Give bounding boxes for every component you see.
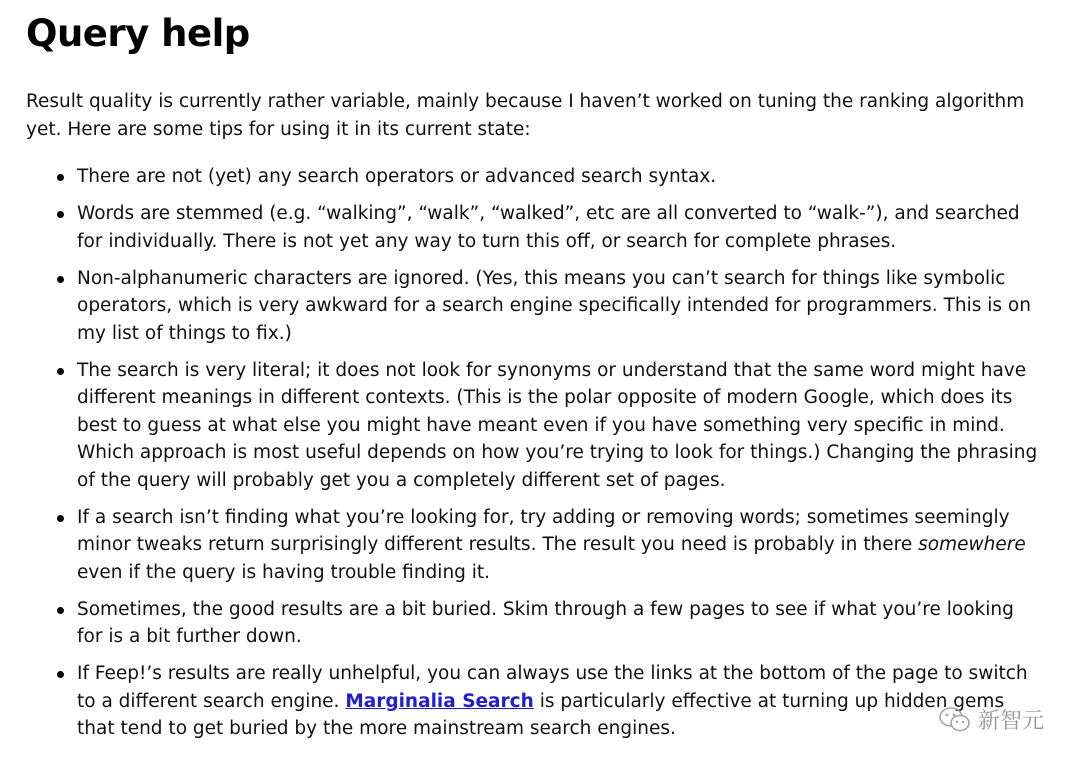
page-title: Query help (26, 12, 250, 55)
marginalia-search-link[interactable]: Marginalia Search (345, 690, 534, 712)
list-item (77, 163, 1042, 191)
bullet-icon (57, 174, 64, 181)
list-item (77, 265, 1042, 348)
watermark-text: 新智元 (977, 709, 1044, 734)
tip-text: The search is very literal; it does not look for synonyms or understand that the same word might have different meanings in different contexts. (This is the polar opposite of modern Google, which does its best to guess at what else you might have meant even if you have something very specific in mind. Which approach is most useful depends on how you’re trying to look for things.) Changing the phrasing of the query will probably get you a completely different set of pages. (77, 359, 1038, 491)
tip-emphasis: somewhere (918, 534, 1026, 555)
tip-text-after: is particularly effective at turning up hidden gems that tend to get buried by the more mainstream search engines. (77, 690, 1005, 739)
tip-text: Words are stemmed (e.g. “walking”, “walk”, “walked”, etc are all converted to “walk-”), and searched for individually. There is not yet any way to turn this off, or search for complete phrases. (77, 203, 1020, 252)
bullet-icon (57, 607, 64, 614)
tip-text: Sometimes, the good results are a bit buried. Skim through a few pages to see if what you’re looking for is a bit further down. (77, 598, 1014, 647)
tip-text: There are not (yet) any search operators or advanced search syntax. (77, 166, 717, 187)
bullet-icon (57, 515, 64, 522)
bullet-icon (57, 211, 64, 218)
tips-list (26, 163, 1046, 743)
watermark (938, 704, 1044, 735)
bullet-icon (57, 368, 64, 375)
tip-text-before: If Feep!’s results are really unhelpful, you can always use the links at the bottom of the page to switch to a different search engine. (77, 663, 1028, 712)
tip-text: Non-alphanumeric characters are ignored. (Yes, this means you can’t search for things like symbolic operators, which is very awkward for a search engine specifically intended for programmers. This is on my list of things to fix.) (77, 267, 1031, 344)
list-item (77, 200, 1042, 255)
list-item (77, 660, 1042, 743)
list-item (77, 596, 1042, 651)
tip-text-after: even if the query is having trouble finding it. (77, 561, 491, 583)
list-item (77, 357, 1042, 495)
intro-paragraph: Result quality is currently rather variable, mainly because I haven’t worked on tuning the ranking algorithm yet. Here are some tips for using it in its current state: (26, 91, 1025, 140)
bullet-icon (57, 276, 64, 283)
list-item (77, 504, 1042, 587)
tip-text-before: If a search isn’t finding what you’re looking for, try adding or removing words; sometimes seemingly minor tweaks return surprisingly different results. The result you need is probably in there (77, 506, 1010, 555)
wechat-icon (938, 706, 972, 734)
query-help-page (26, 0, 1046, 752)
bullet-icon (57, 671, 64, 678)
